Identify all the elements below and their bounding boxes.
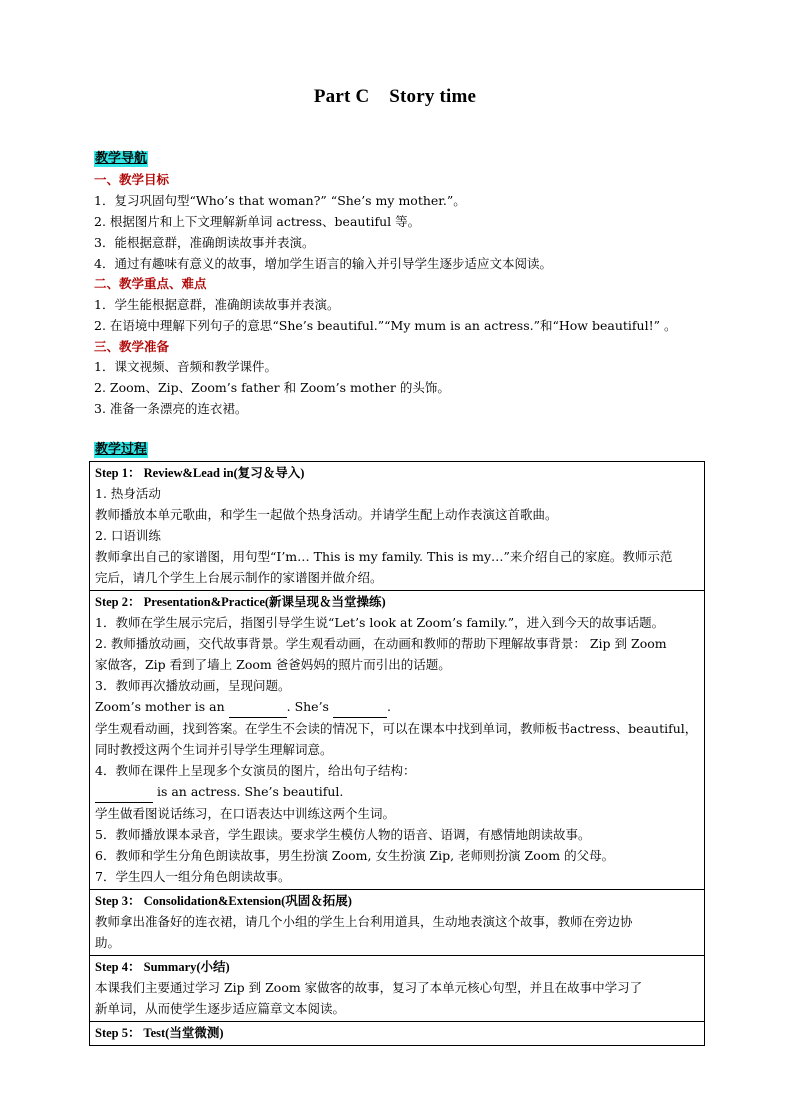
step-3-line: 教师拿出准备好的连衣裙，请几个小组的学生上台利用道具，生动地表演这个故事，教师在旁边协 [95, 914, 633, 929]
process-table [89, 461, 705, 1046]
answer-blank [95, 781, 153, 803]
step-2-line: 2. 教师播放动画，交代故事背景。学生观看动画，在动画和教师的帮助下理解故事背景： Zip 到 Zoom [95, 636, 667, 651]
step-1-line: 完后，请几个学生上台展示制作的家谱图并做介绍。 [95, 570, 383, 585]
step-1-heading: Step 1： Review&Lead in(复习＆导入) [95, 466, 305, 480]
step-4-line: 新单词，从而使学生逐步适应篇章文本阅读。 [95, 1001, 346, 1016]
step-2-line: 1．教师在学生展示完后，指图引导学生说“Let’s look at Zoom’s family.”，进入到今天的故事话题。 [95, 615, 665, 630]
step-1-line: 2. 口语训练 [95, 528, 161, 543]
key-point-line: 1．学生能根据意群，准确朗读故事并表演。 [94, 297, 340, 312]
step-1-line: 1. 热身活动 [95, 486, 161, 501]
step-4-line: 本课我们主要通过学习 Zip 到 Zoom 家做客的故事，复习了本单元核心句型，并且在故事中学习了 [95, 980, 643, 995]
question-line [95, 696, 699, 718]
question-text: . She’s [286, 699, 333, 714]
step-2-line: 4．教师在课件上呈现多个女演员的图片，给出句子结构： [95, 763, 416, 778]
step-1-line: 教师播放本单元歌曲，和学生一起做个热身活动。并请学生配上动作表演这首歌曲。 [95, 507, 558, 522]
step-1-line: 教师拿出自己的家谱图，用句型“I’m… This is my family. This is my…”来介绍自己的家庭。教师示范 [95, 549, 673, 564]
guide-heading: 教学导航 [95, 151, 148, 166]
page-title: Part C Story time [313, 86, 477, 107]
step-2-line: 7．学生四人一组分角色朗读故事。 [95, 869, 291, 884]
step-2-line: 3．教师再次播放动画，呈现问题。 [95, 678, 291, 693]
process-heading: 教学过程 [95, 442, 148, 457]
sentence-structure-line [95, 781, 699, 803]
step-2-line: 5．教师播放课本录音，学生跟读。要求学生模仿人物的语音、语调，有感情地朗读故事。 [95, 827, 591, 842]
section-preparation-title: 三、教学准备 [94, 339, 170, 354]
step-2-line: 学生观看动画，找到答案。在学生不会读的情况下，可以在课本中找到单词，教师板书actress、beautiful， [95, 721, 698, 736]
answer-blank [333, 696, 387, 718]
step-3-heading: Step 3： Consolidation&Extension(巩固＆拓展) [95, 894, 352, 908]
step-5-cell [90, 1022, 704, 1046]
question-text: Zoom’s mother is an [95, 699, 229, 714]
step-2-line: 6．教师和学生分角色朗读故事，男生扮演 Zoom, 女生扮演 Zip, 老师则扮演 Zoom 的父母。 [95, 848, 615, 863]
preparation-line: 3. 准备一条漂亮的连衣裙。 [94, 401, 248, 416]
section-key-points-title: 二、教学重点、难点 [94, 276, 207, 291]
objective-line: 1．复习巩固句型“Who’s that woman?” “She’s my mother.”。 [94, 193, 466, 208]
section-objectives-title: 一、教学目标 [94, 172, 170, 187]
step-4-heading: Step 4： Summary(小结) [95, 960, 230, 974]
step-3-line: 助。 [95, 935, 121, 950]
question-text: . [386, 699, 391, 714]
step-2-line: 学生做看图说话练习，在口语表达中训练这两个生词。 [95, 806, 396, 821]
step-2-line: 同时教授这两个生词并引导学生理解词意。 [95, 742, 333, 757]
step-4-cell [90, 956, 704, 1022]
step-1-cell [90, 462, 704, 591]
step-3-cell [90, 890, 704, 956]
answer-blank [229, 696, 287, 718]
step-2-heading: Step 2： Presentation&Practice(新课呈现＆当堂操练) [95, 595, 386, 609]
step-2-cell [90, 591, 704, 890]
preparation-line: 2. Zoom、Zip、Zoom’s father 和 Zoom’s mother 的头饰。 [94, 380, 450, 395]
key-point-line: 2. 在语境中理解下列句子的意思“She’s beautiful.”“My mum is an actress.”和“How beautiful!” 。 [94, 318, 677, 333]
objective-line: 3．能根据意群，准确朗读故事并表演。 [94, 235, 315, 250]
objective-line: 2. 根据图片和上下文理解新单词 actress、beautiful 等。 [94, 214, 421, 229]
sentence-structure-text: is an actress. She’s beautiful. [153, 784, 344, 799]
objective-line: 4．通过有趣味有意义的故事，增加学生语言的输入并引导学生逐步适应文本阅读。 [94, 256, 552, 271]
step-2-line: 家做客，Zip 看到了墙上 Zoom 爸爸妈妈的照片而引出的话题。 [95, 657, 451, 672]
preparation-line: 1．课文视频、音频和教学课件。 [94, 359, 277, 374]
step-5-heading: Step 5： Test(当堂微测) [95, 1026, 224, 1040]
